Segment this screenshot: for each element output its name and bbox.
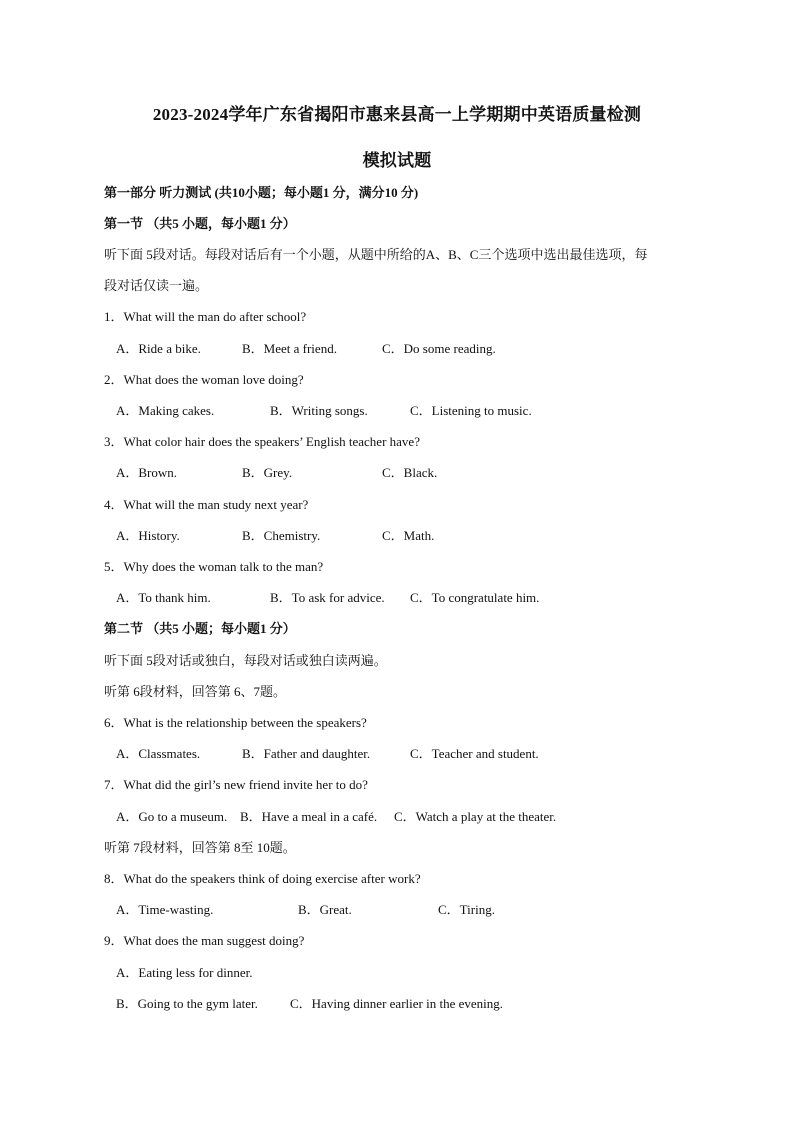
question-stem: 9．What does the man suggest doing? bbox=[104, 933, 305, 948]
option-c: C．To congratulate him. bbox=[410, 590, 540, 605]
option-b: B．Going to the gym later. bbox=[116, 996, 258, 1011]
question-stem: 1．What will the man do after school? bbox=[104, 309, 307, 324]
option-b: B．Grey. bbox=[242, 465, 293, 480]
exam-title-line2: 模拟试题 bbox=[362, 151, 432, 170]
exam-title-line1: 2023-2024学年广东省揭阳市惠来县高一上学期期中英语质量检测 bbox=[152, 105, 642, 124]
option-a: A．Go to a museum. bbox=[116, 809, 228, 824]
option-b: B．To ask for advice. bbox=[270, 590, 385, 605]
section2-heading: 第二节 （共5 小题；每小题1 分） bbox=[104, 621, 296, 636]
option-c: C．Teacher and student. bbox=[410, 746, 539, 761]
option-b: B．Meet a friend. bbox=[242, 341, 337, 356]
option-c: C．Do some reading. bbox=[382, 341, 496, 356]
option-c: C．Black. bbox=[382, 465, 438, 480]
option-a: A．Brown. bbox=[116, 465, 178, 480]
option-c: C．Having dinner earlier in the evening. bbox=[290, 996, 503, 1011]
option-c: C．Tiring. bbox=[438, 902, 495, 917]
option-a: A．Classmates. bbox=[116, 746, 201, 761]
question-stem: 8．What do the speakers think of doing exercise after work? bbox=[104, 871, 421, 886]
option-b: B．Writing songs. bbox=[270, 403, 368, 418]
section1-instruction-cont: 段对话仅读一遍。 bbox=[104, 278, 209, 293]
option-a: A．Making cakes. bbox=[116, 403, 215, 418]
section2-instruction: 听下面 5段对话或独白，每段对话或独白读两遍。 bbox=[104, 653, 387, 668]
part1-heading: 第一部分 听力测试 (共10小题；每小题1 分，满分10 分) bbox=[104, 185, 419, 200]
option-c: C．Math. bbox=[382, 528, 435, 543]
question-stem: 6．What is the relationship between the speakers? bbox=[104, 715, 367, 730]
question-stem: 7．What did the girl’s new friend invite her to do? bbox=[104, 777, 368, 792]
option-b: B．Great. bbox=[298, 902, 352, 917]
material-note: 听第 6段材料，回答第 6、7题。 bbox=[104, 684, 287, 699]
option-c: C．Watch a play at the theater. bbox=[394, 809, 557, 824]
section1-instruction: 听下面 5段对话。每段对话后有一个小题，从题中所给的A、B、C三个选项中选出最佳选项，每 bbox=[104, 247, 648, 262]
question-stem: 4．What will the man study next year? bbox=[104, 497, 309, 512]
option-a: A．History. bbox=[116, 528, 180, 543]
option-a: A．Time-wasting. bbox=[116, 902, 214, 917]
material-note: 听第 7段材料，回答第 8至 10题。 bbox=[104, 840, 296, 855]
option-a: A．Ride a bike. bbox=[116, 341, 201, 356]
option-b: B．Father and daughter. bbox=[242, 746, 371, 761]
option-c: C．Listening to music. bbox=[410, 403, 532, 418]
question-stem: 5．Why does the woman talk to the man? bbox=[104, 559, 324, 574]
question-stem: 3．What color hair does the speakers’ English teacher have? bbox=[104, 434, 420, 449]
option-b: B．Have a meal in a café. bbox=[240, 809, 378, 824]
section1-heading: 第一节 （共5 小题，每小题1 分） bbox=[104, 216, 296, 231]
option-a: A．Eating less for dinner. bbox=[116, 965, 253, 980]
question-stem: 2．What does the woman love doing? bbox=[104, 372, 304, 387]
option-b: B．Chemistry. bbox=[242, 528, 321, 543]
option-a: A．To thank him. bbox=[116, 590, 211, 605]
